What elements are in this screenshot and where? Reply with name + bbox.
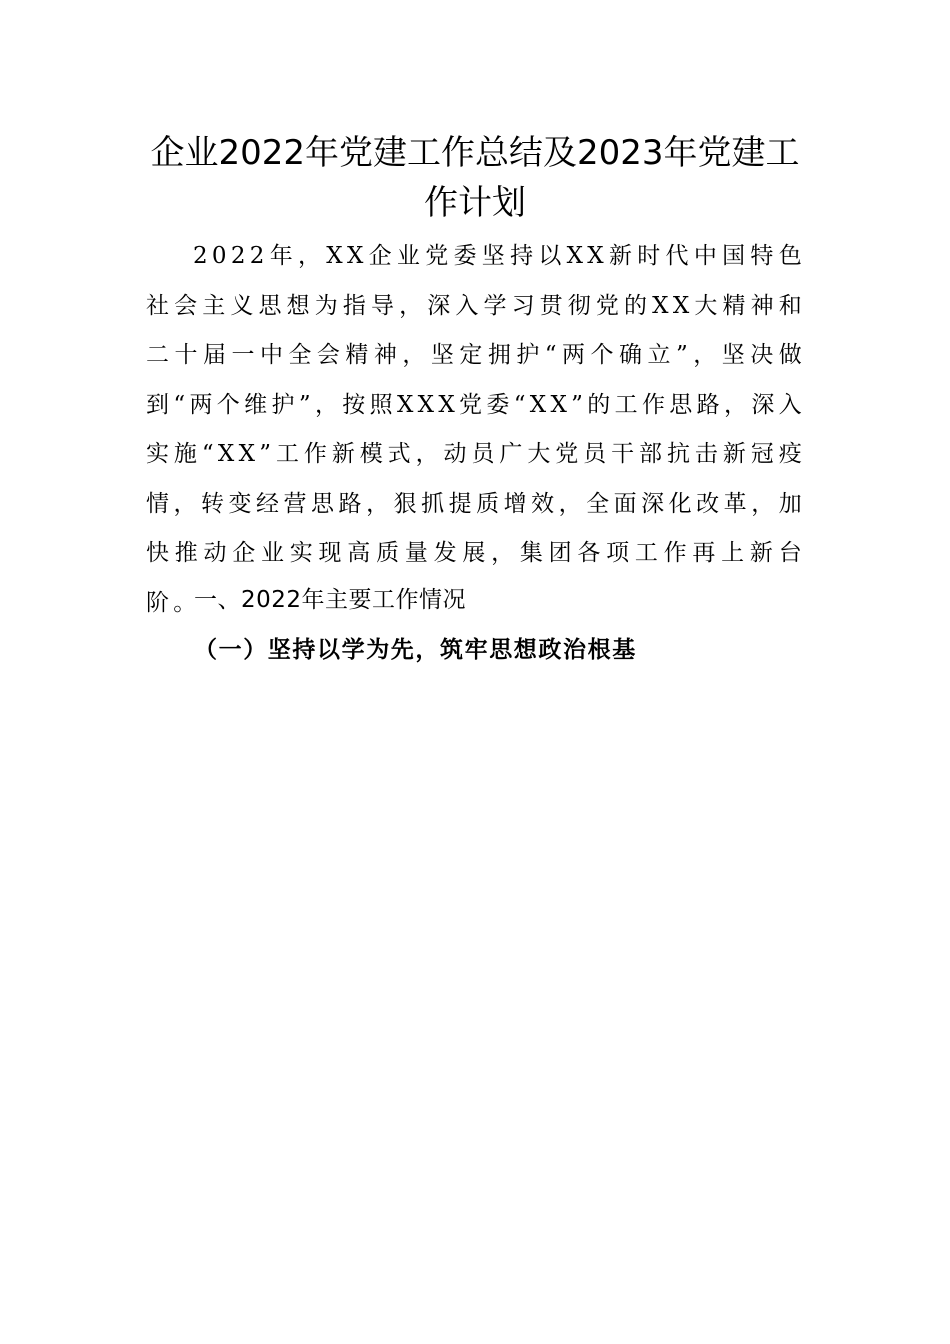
section-heading: 一、2022年主要工作情况 <box>194 587 467 613</box>
intro-paragraph: 2022年，XX企业党委坚持以XX新时代中国特色社会主义思想为指导，深入学习贯彻党的XX大精神和二十届一中全会精神，坚定拥护“两个确立”，坚决做到“两个维护”，按照XXX党委“XX”的工作思路，深入实施“XX”工作新模式，动员广大党员干部抗击新冠疫情，转变经营思路，狠抓提质增效，全面深化改革，加快推动企业实现高质量发展，集团各项工作再上新台阶。 <box>146 243 806 616</box>
subsection-heading: （一）坚持以学为先，筑牢思想政治根基 <box>194 636 637 663</box>
document-title: 企业2022年党建工作总结及2023年党建工作计划 <box>150 133 800 223</box>
